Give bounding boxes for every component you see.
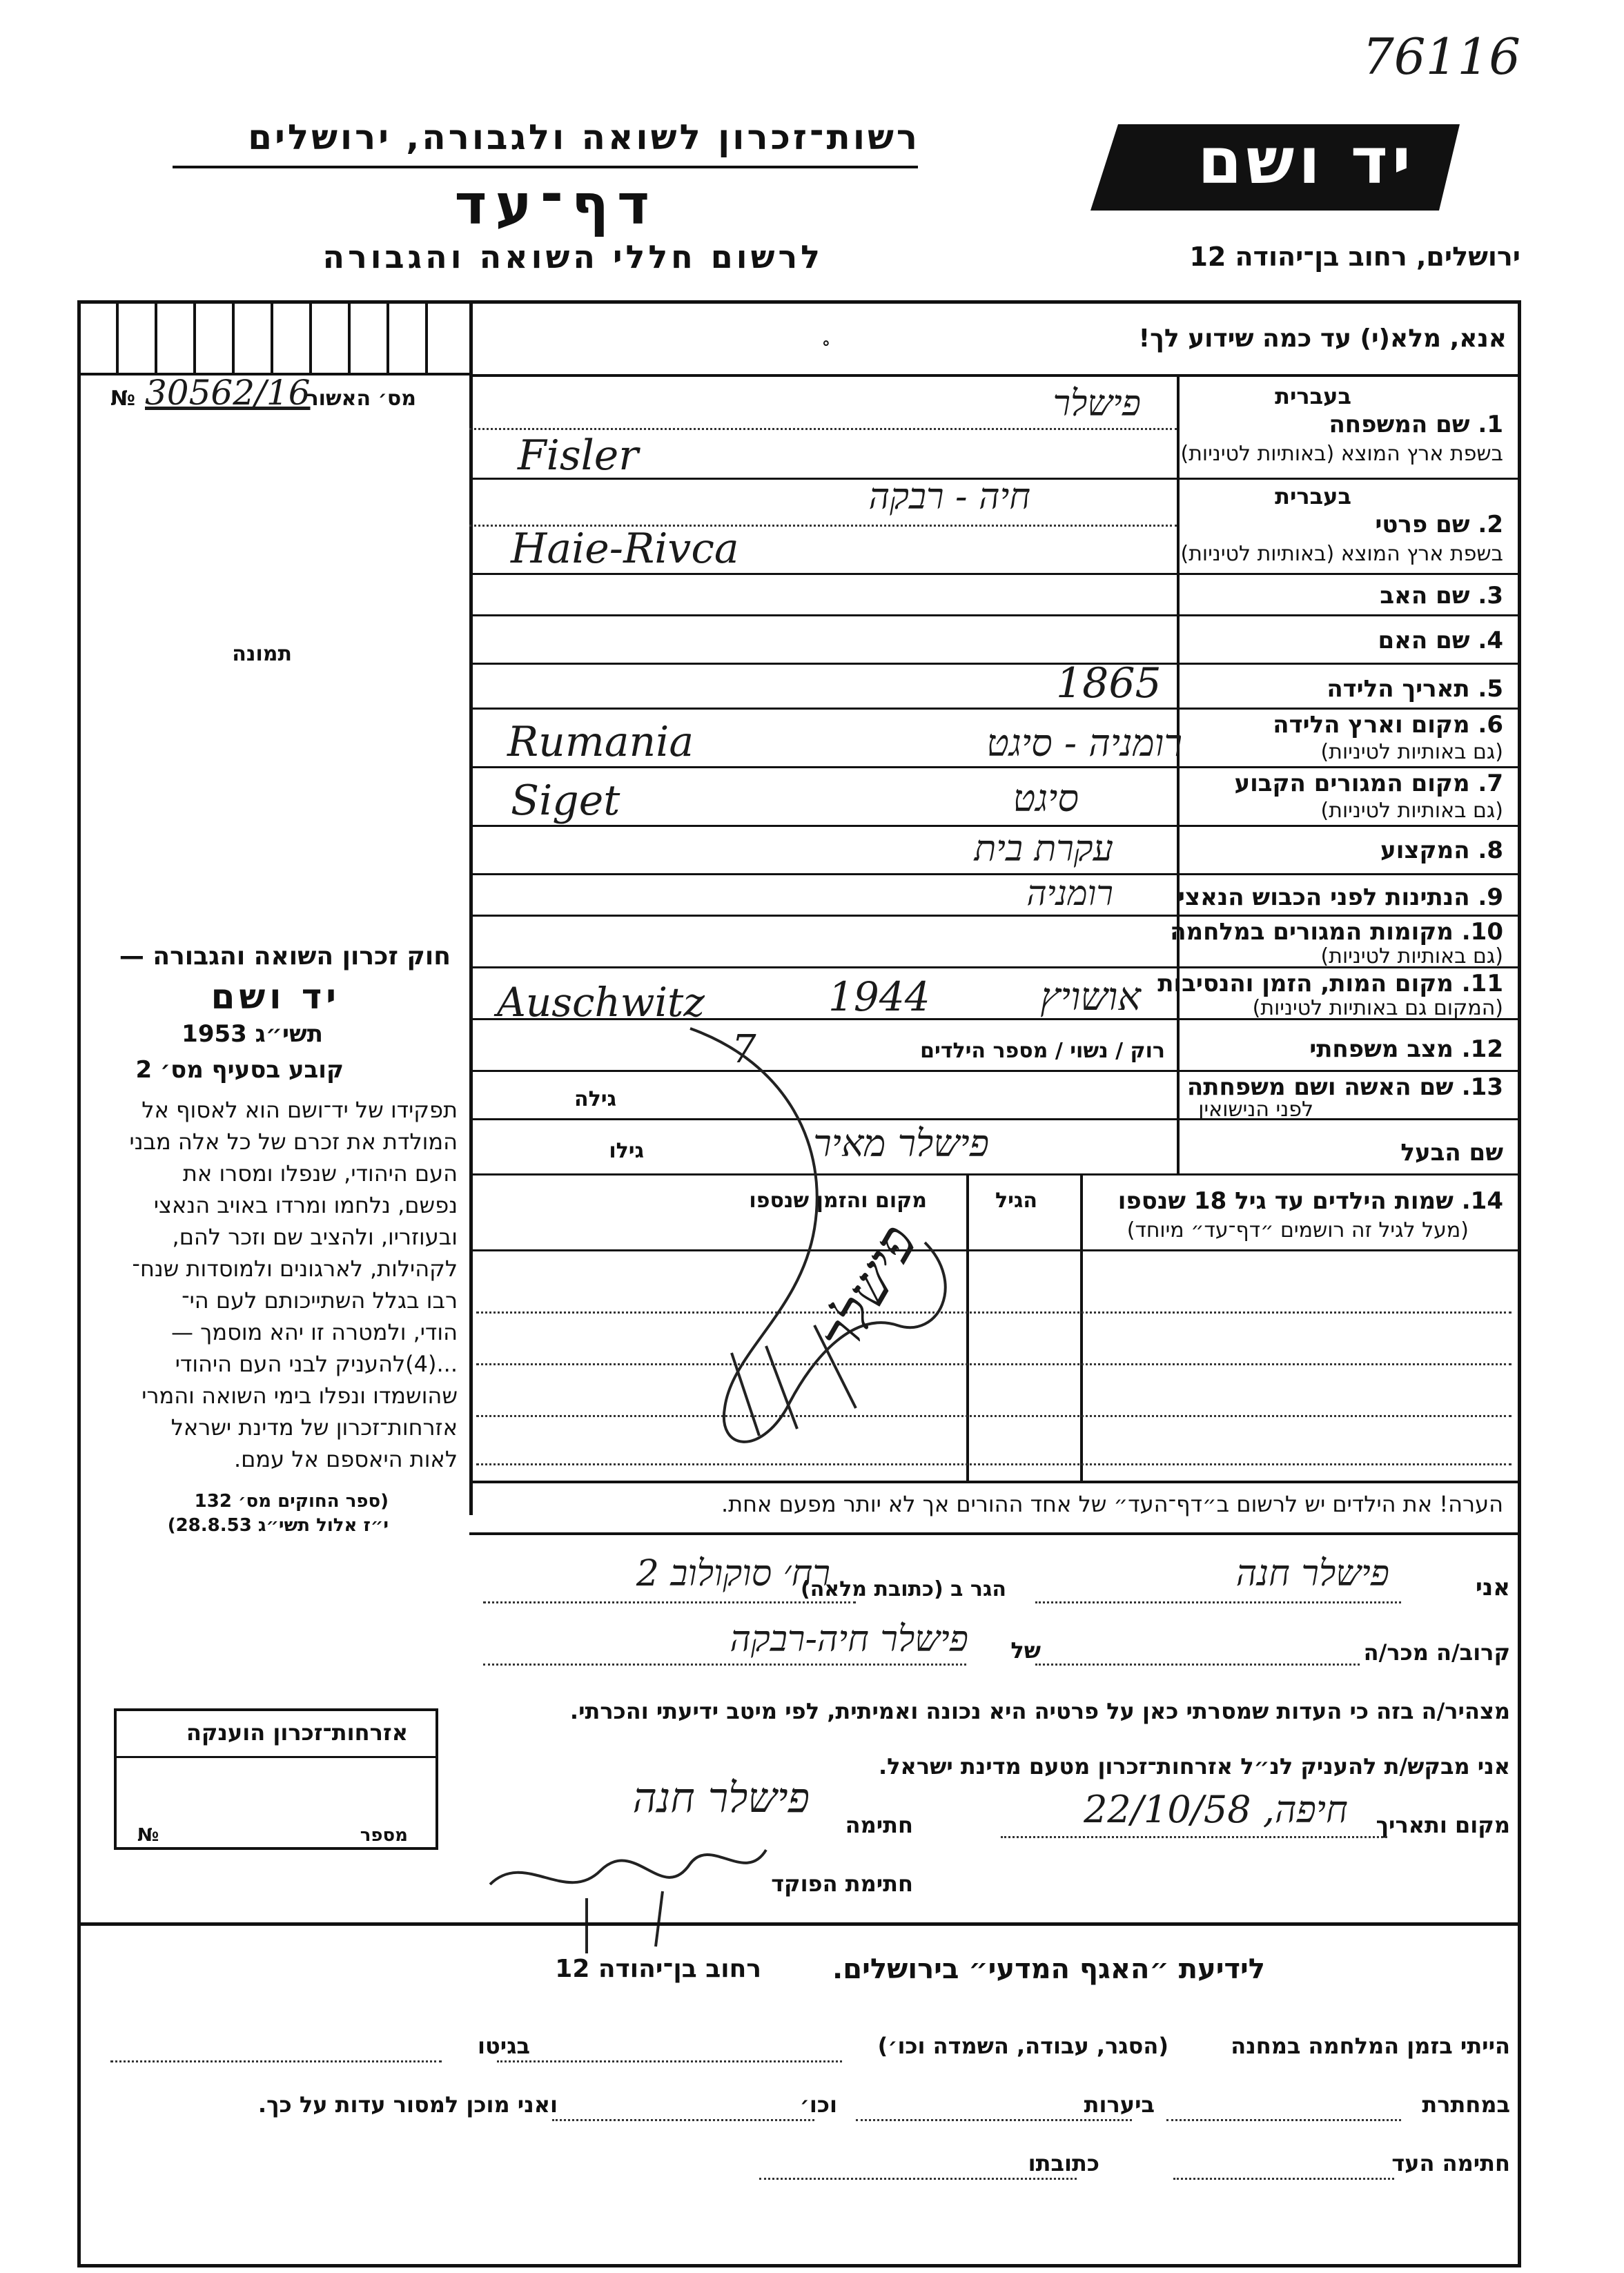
law-text-line: ובעוזריו, ולהציב שם וזכר להם, (172, 1224, 458, 1250)
id-strip (77, 300, 469, 375)
note-bottom-divider (469, 1532, 1521, 1535)
law-text-line: המולדת את זכרם של כל אלה מבני (129, 1129, 458, 1155)
field-8-label: 8. המקצוע (1380, 837, 1503, 864)
cert-number: 30562/16 (145, 373, 311, 413)
bottom-address: רחוב בן־יהודה 12 (555, 1955, 761, 1983)
field-4-label: 4. שם האם (1378, 627, 1503, 654)
field-1-hebrew-tag: בעברית (1275, 383, 1351, 409)
field-5-label: 5. תאריך הלידה (1327, 675, 1503, 703)
law-text-line: ...(4)להעניק לבני העם היהודי (175, 1351, 458, 1377)
field-6-value-latin[interactable]: Rumania (507, 718, 694, 766)
law-ref-1: (ספר החוקים מס׳ 132 (194, 1491, 389, 1512)
witness-relative-label: קרוב/ה מכר/ה (1363, 1639, 1510, 1666)
memorial-box (114, 1708, 438, 1850)
field-13-label: 13. שם האשה ושם משפחתה (1186, 1073, 1503, 1101)
witness-resides-label: הגר ב (כתובת מלאה) (800, 1577, 1006, 1601)
field-12-children-count[interactable]: 7 (732, 1027, 756, 1072)
field-3-label: 3. שם האב (1380, 582, 1503, 609)
field-12-options: רוק / נשוי / מספר הילדים (920, 1039, 1165, 1063)
husband-label: שם הבעל (1400, 1139, 1503, 1167)
label-column-divider (1177, 376, 1180, 1173)
bottom-line3-a: חתימה העד (1391, 2150, 1510, 2176)
husband-value[interactable]: פישלר מאיר (813, 1122, 989, 1165)
bottom-divider (77, 1922, 1521, 1926)
field-13-age-label: גילה (574, 1087, 616, 1111)
field-6-value-hebrew[interactable]: רומניה - סיגט (986, 721, 1182, 765)
bottom-line2-a: במחתרת (1422, 2091, 1510, 2118)
field-2-label: 2. שם פרטי (1375, 511, 1503, 538)
field-1-sub: בשפת ארץ המוצא (באותיות לטיניות) (1180, 442, 1503, 466)
note-top-divider (469, 1481, 1521, 1483)
witness-i-label: אני (1475, 1574, 1510, 1601)
signature-scrawl-icon (649, 1022, 1008, 1463)
signature-scrawl-text: פישלר (806, 1213, 930, 1363)
left-panel-divider (469, 300, 473, 1515)
bottom-line1-a: הייתי בזמן המלחמה במחנה (1231, 2033, 1510, 2059)
field-7-sub: (גם באותיות לטיניות) (1320, 799, 1503, 823)
law-text-line: העם היהודי, שנפלו ומסרו את (182, 1160, 458, 1187)
field-10-label: 10. מקומות המגורים במלחמה (1170, 918, 1503, 946)
law-section: קובע בסעיף מס׳ 2 (135, 1056, 344, 1084)
field-2-value-latin[interactable]: Haie-Rivca (511, 525, 739, 573)
bottom-line3-b: כתובתו (1028, 2150, 1099, 2176)
law-text-line: הודי, ולמטרה זו יהא מוסמך — (170, 1319, 458, 1345)
bottom-line1-c: בגיטו (478, 2033, 530, 2059)
children-col-place: מקום והזמן שנספו (749, 1189, 927, 1213)
field-11-label: 11. מקום המות, הזמן והנסיבות (1157, 970, 1503, 997)
yad-vashem-logo (1090, 117, 1463, 214)
field-1-label: 1. שם המשפחה (1329, 411, 1503, 438)
note-text: הערה! את הילדים יש לרשום ב״דף־העד״ של אחד ההורים אך לא יותר מפעם אחת. (721, 1491, 1503, 1517)
field-8-value[interactable]: עקרת בית (974, 828, 1113, 870)
law-title: חוק זכרון השואה והגבורה — (119, 942, 451, 970)
field-1-value-latin[interactable]: Fisler (518, 431, 638, 480)
law-name: יד ושם (211, 977, 340, 1017)
cert-label: מס׳ האשור (306, 387, 416, 411)
field-10-sub: (גם באותיות לטיניות) (1320, 944, 1503, 968)
memorial-box-title: אזרחות־זכרון הוענקה (186, 1719, 408, 1746)
field-11-value-latin[interactable]: Auschwitz (497, 979, 705, 1026)
field-12-label: 12. מצב משפחתי (1309, 1035, 1503, 1063)
law-text-line: אזרחות־זכרון של מדינת ישראל (170, 1414, 458, 1441)
law-text-line: נפשם, נלחמו ומרדו באויב הנאצי (153, 1192, 458, 1218)
field-6-sub: (גם באותיות לטיניות) (1320, 740, 1503, 764)
place-date-value[interactable]: חיפה, 22/10/58 (1084, 1788, 1348, 1831)
field-9-label: 9. הנתינות לפני הכבוש הנאצי (1177, 884, 1503, 911)
header-address: ירושלים, רחוב בן־יהודה 12 (1189, 242, 1520, 272)
field-11-value-year[interactable]: 1944 (828, 973, 930, 1020)
field-2-hebrew-tag: בעברית (1275, 483, 1351, 509)
bottom-line2-b: ביערות (1084, 2091, 1155, 2118)
authority-name: רשות־זכרון לשואה ולגבורה, ירושלים (248, 117, 920, 157)
law-text-line: רבו בגלל השתייכותם לעם הי־ (182, 1287, 458, 1314)
law-year: תשי״ג 1953 (182, 1020, 323, 1048)
authority-underline (173, 166, 918, 168)
field-5-value[interactable]: 1865 (1056, 659, 1162, 708)
witness-of-label: של (1010, 1637, 1041, 1664)
field-2-value-hebrew[interactable]: חיה - רבקה (868, 476, 1030, 518)
cert-no-prefix: № (110, 387, 136, 411)
law-text-line: לקהילות, לארגונים ולמוסדות שנח־ (132, 1256, 458, 1282)
children-col-divider-2 (1080, 1173, 1083, 1481)
field-9-value[interactable]: רומניה (1026, 873, 1113, 913)
law-text-line: שהושמדו ונפלו בימי השואה והמרי (141, 1383, 458, 1409)
memorial-box-number-label: מספר (360, 1825, 408, 1846)
witness-relation-of[interactable]: פישלר חיה-רבקה (730, 1619, 968, 1660)
form-title: דף־עד (454, 173, 658, 237)
bottom-line2-c: וכו׳ (799, 2091, 837, 2118)
memorial-box-no: № (137, 1825, 159, 1846)
signature-label: חתימה (845, 1812, 913, 1838)
logo-text: יד ושם (1197, 124, 1415, 198)
field-7-label: 7. מקום המגורים הקבוע (1234, 770, 1503, 797)
photo-label: תמונה (232, 642, 292, 666)
husband-age-label: גילו (609, 1139, 644, 1163)
officer-signature-icon (483, 1822, 773, 1960)
field-11-value-hebrew[interactable]: אושויץ (1040, 975, 1141, 1020)
signature-value[interactable]: פישלר חנה (632, 1774, 810, 1822)
officer-signature-label: חתימת הפוקד (771, 1871, 913, 1897)
bottom-title: לידיעת ״האגף המדעי״ בירושלים. (832, 1953, 1265, 1985)
witness-name[interactable]: פישלר חנה (1235, 1553, 1389, 1594)
field-6-label: 6. מקום וארץ הלידה (1273, 711, 1503, 739)
bottom-line1-b: (הסגר, עבודה, השמדה וכו׳) (877, 2033, 1168, 2059)
form-subtitle: לרשום חללי השואה והגבורה (322, 238, 823, 275)
witness-declaration: מצהיר/ה בזה כי העדות שמסרתי כאן על פרטיה היא נכונה ואמיתית, לפי מיטב ידיעתי והכרתי. (569, 1698, 1510, 1724)
small-mark-icon: ∘ (821, 331, 831, 354)
field-13-sub: לפני הנישואין (1198, 1098, 1313, 1122)
law-text (71, 1094, 458, 1475)
field-11-sub: (המקום גם באותיות לטיניות) (1252, 996, 1503, 1020)
instruction-divider (469, 374, 1521, 377)
children-col-age: הגיל (995, 1189, 1037, 1213)
children-title: 14. שמות הילדים עד גיל 18 שנספו (1117, 1187, 1503, 1215)
witness-request: אני מבקש/ת להעניק לנ״ל אזרחות־זכרון מטעם מדינת ישראל. (879, 1753, 1510, 1779)
instruction-text: אנא, מלא(י) עד כמה שידוע לך! (1138, 324, 1507, 353)
field-2-sub: בשפת ארץ המוצא (באותיות לטיניות) (1180, 542, 1503, 566)
law-text-line: לאות היאספם אל עמם. (233, 1446, 458, 1472)
archive-number: 76116 (1362, 28, 1520, 86)
law-text-line: תפקידו של יד־ושם הוא לאסוף אל (141, 1097, 458, 1123)
field-7-value-hebrew[interactable]: סיגט (1012, 777, 1079, 820)
field-7-value-latin[interactable]: Siget (511, 777, 620, 825)
law-ref-2: י״ז אלול תשי״ג 28.8.53) (167, 1515, 389, 1536)
field-1-value-hebrew[interactable]: פישלר (1053, 383, 1141, 425)
children-sub: (מעל לגיל זה רושמים ״דף־עד״ מיוחד) (1126, 1218, 1469, 1242)
witness-address[interactable]: רח׳ סוקולוב 2 (636, 1553, 830, 1594)
place-date-label: מקום ותאריך (1376, 1812, 1510, 1838)
bottom-line2-d: ואני מוכן למסור עדות על כך. (257, 2091, 558, 2118)
